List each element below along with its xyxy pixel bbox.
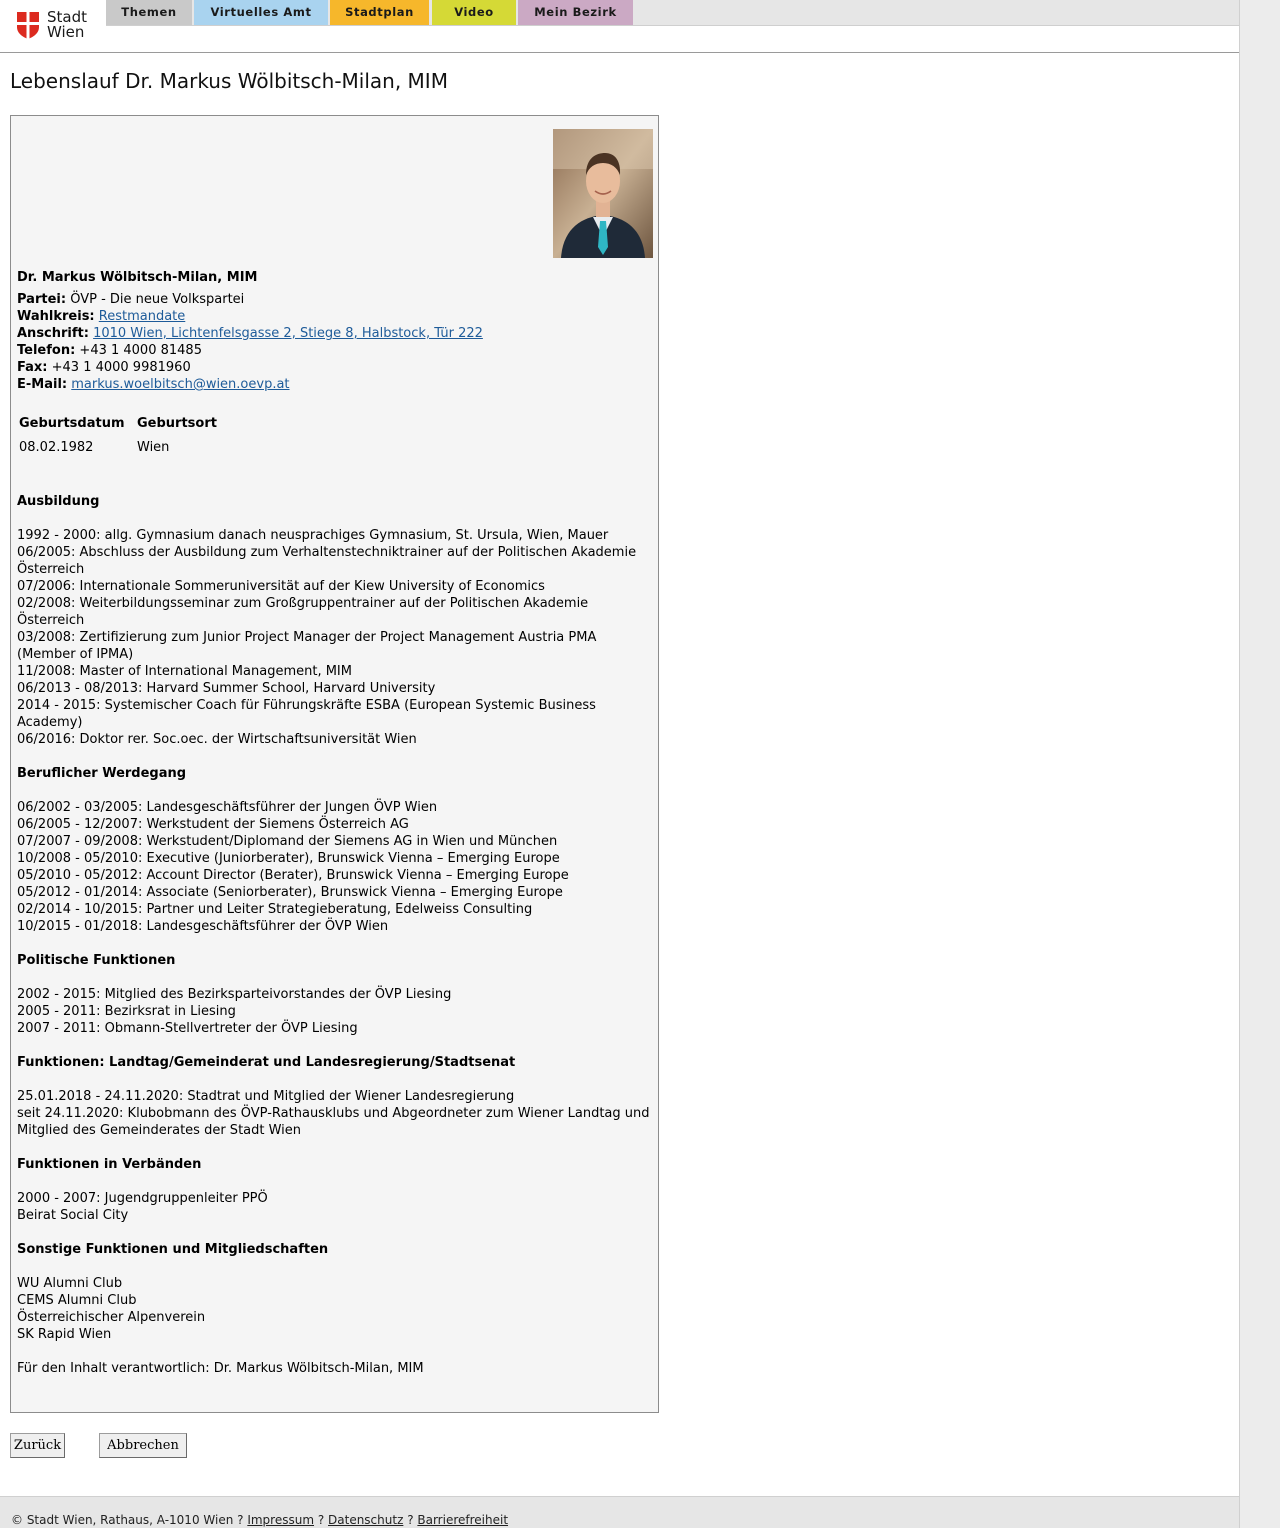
beruf-line: 05/2010 - 05/2012: Account Director (Berater), Brunswick Vienna – Emerging Europe bbox=[17, 868, 569, 883]
nav-tab-stadtplan[interactable]: Stadtplan bbox=[330, 0, 429, 25]
ausbildung-line: Academy) bbox=[17, 715, 83, 730]
email-link[interactable]: markus.woelbitsch@wien.oevp.at bbox=[71, 377, 290, 392]
nav-tab-themen[interactable]: Themen bbox=[106, 0, 192, 25]
verbaende-line: Beirat Social City bbox=[17, 1208, 129, 1223]
sonstige-line: WU Alumni Club bbox=[17, 1276, 123, 1291]
impressum-link[interactable]: Impressum bbox=[247, 1513, 315, 1527]
partei-value: ÖVP - Die neue Volkspartei bbox=[70, 292, 245, 307]
ausbildung-line: Österreich bbox=[17, 562, 85, 577]
landtag-line: seit 24.11.2020: Klubobmann des ÖVP-Rathausklubs und Abgeordneter zum Wiener Landtag und bbox=[17, 1106, 650, 1121]
beruf-line: 02/2014 - 10/2015: Partner und Leiter Strategieberatung, Edelweiss Consulting bbox=[17, 902, 533, 917]
logo-wordmark bbox=[47, 10, 87, 40]
landtag-heading: Funktionen: Landtag/Gemeinderat und Landesregierung/Stadtsenat bbox=[17, 1055, 516, 1070]
landtag-line: Mitglied des Gemeinderates der Stadt Wien bbox=[17, 1123, 302, 1138]
site-footer bbox=[0, 1496, 1239, 1528]
verbaende-heading: Funktionen in Verbänden bbox=[17, 1157, 202, 1172]
ausbildung-line: 1992 - 2000: allg. Gymnasium danach neusprachiges Gymnasium, St. Ursula, Wien, Mauer bbox=[17, 528, 609, 543]
telefon-row bbox=[17, 342, 202, 359]
main-navigation bbox=[106, 0, 1239, 26]
beruf-line: 10/2008 - 05/2010: Executive (Juniorberater), Brunswick Vienna – Emerging Europe bbox=[17, 851, 560, 866]
datenschutz-link[interactable]: Datenschutz bbox=[328, 1513, 404, 1527]
partei-row bbox=[17, 291, 244, 308]
wien-shield-icon bbox=[17, 12, 39, 39]
site-header bbox=[0, 0, 1239, 53]
verbaende-list bbox=[17, 1190, 268, 1224]
page-title: Lebenslauf Dr. Markus Wölbitsch-Milan, MIM bbox=[10, 69, 448, 93]
logo-text-wien: Wien bbox=[47, 23, 85, 41]
ausbildung-line: 03/2008: Zertifizierung zum Junior Project Manager der Project Management Austria PMA bbox=[17, 630, 597, 645]
anschrift-label: Anschrift: bbox=[17, 326, 89, 341]
footer-separator: ? bbox=[314, 1513, 329, 1527]
wahlkreis-label: Wahlkreis: bbox=[17, 309, 95, 324]
footer-copyright: © Stadt Wien, Rathaus, A-1010 Wien ? bbox=[11, 1513, 248, 1527]
ausbildung-line: 06/2016: Doktor rer. Soc.oec. der Wirtschaftsuniversität Wien bbox=[17, 732, 417, 747]
sonstige-list bbox=[17, 1275, 205, 1343]
anschrift-row bbox=[17, 325, 483, 342]
profile-name: Dr. Markus Wölbitsch-Milan, MIM bbox=[17, 270, 258, 285]
ausbildung-line: 02/2008: Weiterbildungsseminar zum Großgruppentrainer auf der Politischen Akademie bbox=[17, 596, 589, 611]
politik-line: 2007 - 2011: Obmann-Stellvertreter der ÖVP Liesing bbox=[17, 1021, 358, 1036]
politik-line: 2002 - 2015: Mitglied des Bezirksparteivorstandes der ÖVP Liesing bbox=[17, 987, 452, 1002]
footer-text bbox=[11, 1513, 508, 1527]
fax-label: Fax: bbox=[17, 360, 48, 375]
responsible-note: Für den Inhalt verantwortlich: Dr. Markus Wölbitsch-Milan, MIM bbox=[17, 1361, 424, 1376]
ausbildung-line: 07/2006: Internationale Sommeruniversität auf der Kiew University of Economics bbox=[17, 579, 545, 594]
politik-heading: Politische Funktionen bbox=[17, 953, 176, 968]
ausbildung-line: 11/2008: Master of International Management, MIM bbox=[17, 664, 352, 679]
portrait-photo bbox=[553, 129, 653, 258]
footer-separator: ? bbox=[403, 1513, 418, 1527]
geburtsort-value: Wien bbox=[137, 440, 170, 455]
stadt-wien-logo[interactable] bbox=[17, 8, 97, 41]
logo-text-stadt: Stadt bbox=[47, 8, 87, 26]
partei-label: Partei: bbox=[17, 292, 67, 307]
telefon-label: Telefon: bbox=[17, 343, 76, 358]
fax-value: +43 1 4000 9981960 bbox=[51, 360, 191, 375]
beruf-line: 10/2015 - 01/2018: Landesgeschäftsführer der ÖVP Wien bbox=[17, 919, 389, 934]
geburtsdatum-value: 08.02.1982 bbox=[19, 440, 94, 455]
nav-tab-mein-bezirk[interactable]: Mein Bezirk bbox=[518, 0, 633, 25]
email-row bbox=[17, 376, 290, 393]
ausbildung-heading: Ausbildung bbox=[17, 494, 100, 509]
profile-card bbox=[10, 115, 659, 1413]
sonstige-line: Österreichischer Alpenverein bbox=[17, 1310, 206, 1325]
ausbildung-line: 06/2005: Abschluss der Ausbildung zum Verhaltenstechniktrainer auf der Politischen Akademie bbox=[17, 545, 637, 560]
cancel-button[interactable]: Abbrechen bbox=[99, 1433, 187, 1458]
wahlkreis-row bbox=[17, 308, 185, 325]
beruf-line: 07/2007 - 09/2008: Werkstudent/Diplomand der Siemens AG in Wien und München bbox=[17, 834, 558, 849]
telefon-value: +43 1 4000 81485 bbox=[79, 343, 202, 358]
ausbildung-line: 06/2013 - 08/2013: Harvard Summer School, Harvard University bbox=[17, 681, 436, 696]
fax-row bbox=[17, 359, 191, 376]
beruf-list bbox=[17, 799, 569, 935]
window-edge bbox=[1239, 0, 1280, 1528]
landtag-line: 25.01.2018 - 24.11.2020: Stadtrat und Mitglied der Wiener Landesregierung bbox=[17, 1089, 515, 1104]
sonstige-line: SK Rapid Wien bbox=[17, 1327, 112, 1342]
beruf-line: 05/2012 - 01/2014: Associate (Seniorberater), Brunswick Vienna – Emerging Europe bbox=[17, 885, 563, 900]
anschrift-link[interactable]: 1010 Wien, Lichtenfelsgasse 2, Stiege 8, Halbstock, Tür 222 bbox=[93, 326, 483, 341]
sonstige-line: CEMS Alumni Club bbox=[17, 1293, 137, 1308]
sonstige-heading: Sonstige Funktionen und Mitgliedschaften bbox=[17, 1242, 329, 1257]
beruf-line: 06/2005 - 12/2007: Werkstudent der Siemens Österreich AG bbox=[17, 817, 409, 832]
ausbildung-list bbox=[17, 527, 636, 748]
email-label: E-Mail: bbox=[17, 377, 68, 392]
nav-tab-virtuelles-amt[interactable]: Virtuelles Amt bbox=[194, 0, 328, 25]
ausbildung-line: (Member of IPMA) bbox=[17, 647, 134, 662]
wahlkreis-link[interactable]: Restmandate bbox=[98, 309, 186, 324]
back-button[interactable]: Zurück bbox=[10, 1433, 65, 1458]
ausbildung-line: 2014 - 2015: Systemischer Coach für Führungskräfte ESBA (European Systemic Business bbox=[17, 698, 596, 713]
geburtsdatum-header: Geburtsdatum bbox=[19, 416, 125, 431]
beruf-line: 06/2002 - 03/2005: Landesgeschäftsführer der Jungen ÖVP Wien bbox=[17, 800, 438, 815]
ausbildung-line: Österreich bbox=[17, 613, 85, 628]
politik-list bbox=[17, 986, 451, 1037]
nav-tab-video[interactable]: Video bbox=[432, 0, 516, 25]
geburtsort-header: Geburtsort bbox=[137, 416, 217, 431]
landtag-list bbox=[17, 1088, 650, 1139]
beruf-heading: Beruflicher Werdegang bbox=[17, 766, 187, 781]
barrierefreiheit-link[interactable]: Barrierefreiheit bbox=[417, 1513, 509, 1527]
verbaende-line: 2000 - 2007: Jugendgruppenleiter PPÖ bbox=[17, 1191, 268, 1206]
politik-line: 2005 - 2011: Bezirksrat in Liesing bbox=[17, 1004, 236, 1019]
